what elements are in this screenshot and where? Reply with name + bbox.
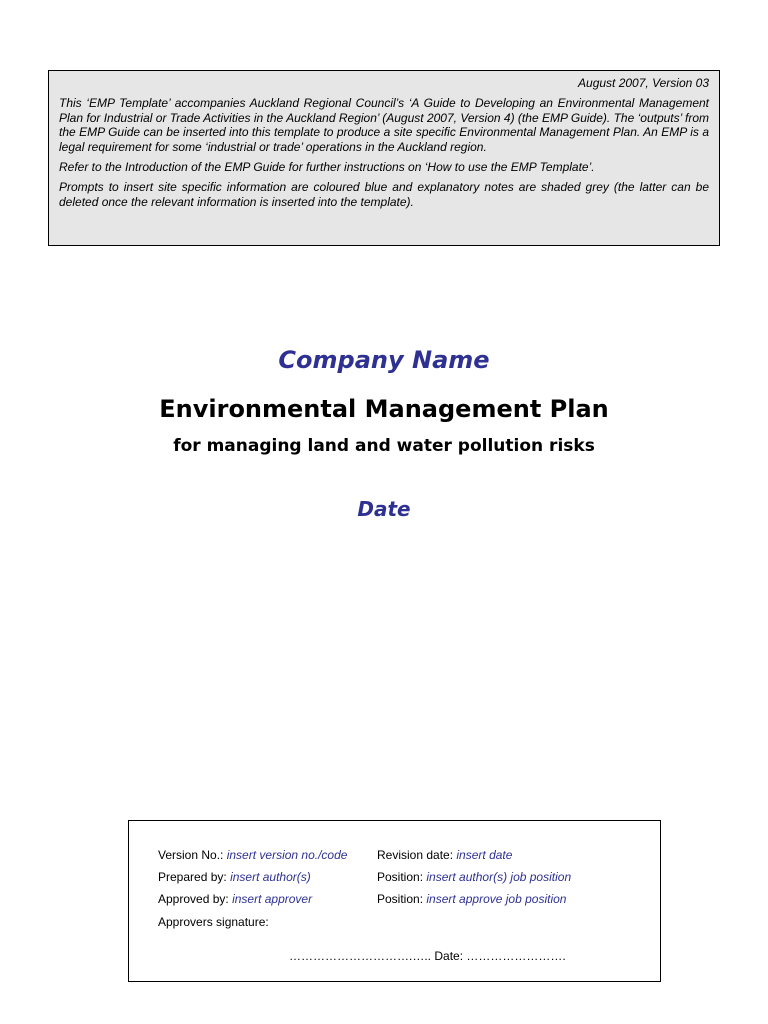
version-value: insert version no./code: [226, 848, 348, 862]
approver-position-value: insert approve job position: [426, 892, 567, 906]
approved-by-value: insert approver: [232, 892, 313, 906]
version-control-box: [128, 820, 661, 982]
version-field: [158, 848, 347, 862]
approver-position-label: Position:: [377, 892, 424, 906]
approver-position-field: [377, 892, 566, 906]
author-position-value: insert author(s) job position: [426, 870, 572, 884]
author-position-field: [377, 870, 571, 884]
author-position-label: Position:: [377, 870, 424, 884]
document-title: Environmental Management Plan: [159, 395, 609, 423]
prepared-by-field: [158, 870, 311, 884]
approved-by-field: [158, 892, 312, 906]
version-label: Version No.:: [158, 848, 224, 862]
template-version-line: August 2007, Version 03: [578, 76, 709, 90]
prepared-by-value: insert author(s): [230, 870, 311, 884]
prepared-by-label: Prepared by:: [158, 870, 227, 884]
document-subtitle: for managing land and water pollution risks: [173, 436, 595, 456]
version-row: [158, 848, 638, 864]
revision-date-field: [377, 848, 512, 862]
signature-date-dots: …………………….: [466, 949, 566, 963]
revision-date-label: Revision date:: [377, 848, 454, 862]
signature-date-label: Date:: [434, 949, 464, 963]
company-name: Company Name: [278, 346, 490, 374]
approved-by-label: Approved by:: [158, 892, 229, 906]
document-date: Date: [357, 497, 411, 521]
approved-row: [158, 892, 638, 908]
signature-dots: ………………………….…..: [289, 949, 432, 963]
note-paragraph-intro: This ‘EMP Template’ accompanies Auckland Regional Council’s ‘A Guide to Developing an Environmental Management Plan for Industrial or Trade Activities in the Auckland Region’ (August 2007, Version 4) (the EMP Guide). The ‘outputs’ from the EMP Guide can be inserted into this template to produce a site specific Environmental Management Plan. An EMP is a legal requirement for some ‘industrial or trade’ operations in the Auckland region.: [59, 96, 709, 154]
signature-line: [289, 949, 566, 963]
approvers-signature-label: Approvers signature:: [158, 915, 269, 929]
prepared-row: [158, 870, 638, 886]
signature-row: [158, 915, 638, 931]
note-paragraph-refer: Refer to the Introduction of the EMP Guide for further instructions on ‘How to use the EMP Template’.: [59, 160, 595, 175]
revision-date-value: insert date: [456, 848, 513, 862]
note-paragraph-prompts: Prompts to insert site specific information are coloured blue and explanatory notes are shaded grey (the latter can be deleted once the relevant information is inserted into the template).: [59, 180, 709, 209]
template-instructions-note: [48, 70, 720, 246]
